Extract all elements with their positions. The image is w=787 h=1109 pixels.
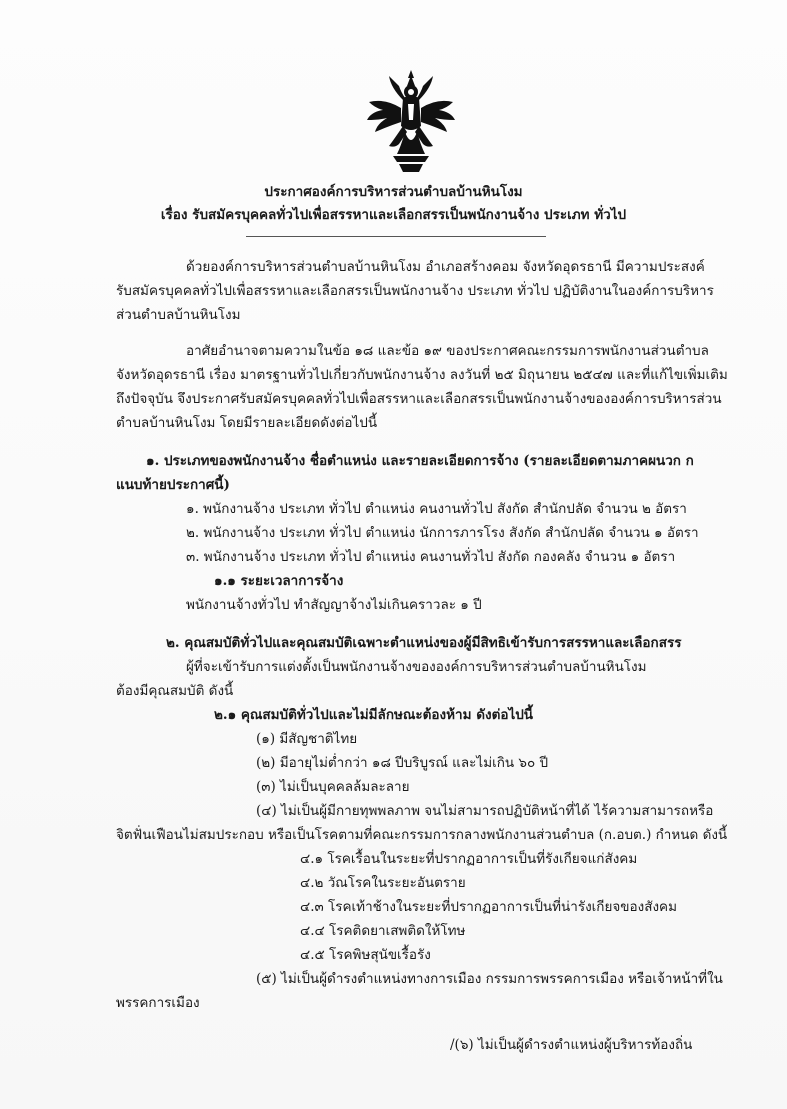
disease-item-1: ๔.๑ โรคเรื้อนในระยะที่ปรากฏอาการเป็นที่รังเกียจแก่สังคม: [300, 851, 638, 867]
section2-text-2: ต้องมีคุณสมบัติ ดังนี้: [116, 683, 234, 699]
disease-item-3: ๔.๓ โรคเท้าช้างในระยะที่ปรากฏอาการเป็นที่น่ารังเกียจของสังคม: [300, 899, 677, 915]
position-item-1: ๑. พนักงานจ้าง ประเภท ทั่วไป ตำแหน่ง คนงานทั่วไป สังกัด สำนักปลัด จำนวน ๒ อัตรา: [186, 501, 687, 517]
qualifications-heading: ๒.๑ คุณสมบัติทั่วไปและไม่มีลักษณะต้องห้าม ดังต่อไปนี้: [214, 707, 534, 723]
header-divider: [246, 236, 546, 237]
disease-item-2: ๔.๒ วัณโรคในระยะอันตราย: [300, 875, 466, 891]
intro-line-3: ส่วนตำบลบ้านหินโงม: [116, 307, 241, 323]
employment-period-heading: ๑.๑ ระยะเวลาการจ้าง: [214, 573, 344, 589]
disease-item-5: ๔.๕ โรคพิษสุนัขเรื้อรัง: [300, 947, 431, 963]
position-item-3: ๓. พนักงานจ้าง ประเภท ทั่วไป ตำแหน่ง คนงานทั่วไป สังกัด กองคลัง จำนวน ๑ อัตรา: [186, 549, 676, 565]
qualification-item-1: (๑) มีสัญชาติไทย: [256, 731, 358, 747]
qualification-item-3: (๓) ไม่เป็นบุคคลล้มละลาย: [256, 779, 410, 795]
employment-period-text: พนักงานจ้างทั่วไป ทำสัญญาจ้างไม่เกินคราวละ ๑ ปี: [186, 597, 482, 613]
authority-line-2: จังหวัดอุดรธานี เรื่อง มาตรฐานทั่วไปเกี่ยวกับพนักงานจ้าง ลงวันที่ ๒๕ มิถุนายน ๒๕๔๗ และที่แก้ไขเพิ่มเติม: [116, 367, 728, 383]
section1-heading: ๑. ประเภทของพนักงานจ้าง ชื่อตำแหน่ง และรายละเอียดการจ้าง (รายละเอียดตามภาคผนวก ก: [146, 453, 694, 469]
garuda-emblem: [365, 68, 457, 176]
disease-item-4: ๔.๔ โรคติดยาเสพติดให้โทษ: [300, 923, 466, 939]
authority-line-4: ตำบลบ้านหินโงม โดยมีรายละเอียดดังต่อไปนี้: [116, 415, 378, 431]
authority-line-1: อาศัยอำนาจตามความในข้อ ๑๘ และข้อ ๑๙ ของประกาศคณะกรรมการพนักงานส่วนตำบล: [186, 343, 709, 359]
qualification-item-5: (๕) ไม่เป็นผู้ดำรงตำแหน่งทางการเมือง กรรมการพรรคการเมือง หรือเจ้าหน้าที่ใน: [256, 971, 723, 987]
qualification-item-4-cont: จิตฟั่นเฟือนไม่สมประกอบ หรือเป็นโรคตามที่คณะกรรมการกลางพนักงานส่วนตำบล (ก.อบต.) กำหนด ดังนี้: [116, 827, 728, 843]
section1-heading-cont: แนบท้ายประกาศนี้): [116, 477, 230, 493]
section2-text-1: ผู้ที่จะเข้ารับการแต่งตั้งเป็นพนักงานจ้างขององค์การบริหารส่วนตำบลบ้านหินโงม: [186, 659, 647, 675]
announcement-title: ประกาศองค์การบริหารส่วนตำบลบ้านหินโงม: [264, 184, 523, 200]
qualification-item-2: (๒) มีอายุไม่ต่ำกว่า ๑๘ ปีบริบูรณ์ และไม่เกิน ๖๐ ปี: [256, 755, 549, 771]
page-continuation: /(๖) ไม่เป็นผู้ดำรงตำแหน่งผู้บริหารท้องถิ่น: [450, 1037, 693, 1053]
intro-line-2: รับสมัครบุคคลทั่วไปเพื่อสรรหาและเลือกสรรเป็นพนักงานจ้าง ประเภท ทั่วไป ปฏิบัติงานในองค์การบริหาร: [116, 283, 714, 299]
position-item-2: ๒. พนักงานจ้าง ประเภท ทั่วไป ตำแหน่ง นักการภารโรง สังกัด สำนักปลัด จำนวน ๑ อัตรา: [186, 525, 699, 541]
authority-line-3: ถึงปัจจุบัน จึงประกาศรับสมัครบุคคลทั่วไปเพื่อสรรหาและเลือกสรรเป็นพนักงานจ้างขององค์การบริหารส่วน: [116, 391, 722, 407]
section2-heading: ๒. คุณสมบัติทั่วไปและคุณสมบัติเฉพาะตำแหน่งของผู้มีสิทธิเข้ารับการสรรหาและเลือกสรร: [166, 635, 682, 651]
announcement-subject: เรื่อง รับสมัครบุคคลทั่วไปเพื่อสรรหาและเลือกสรรเป็นพนักงานจ้าง ประเภท ทั่วไป: [160, 207, 627, 223]
qualification-item-5-cont: พรรคการเมือง: [116, 995, 200, 1011]
qualification-item-4: (๔) ไม่เป็นผู้มีกายทุพพลภาพ จนไม่สามารถปฏิบัติหน้าที่ได้ ไร้ความสามารถหรือ: [256, 803, 714, 819]
intro-line-1: ด้วยองค์การบริหารส่วนตำบลบ้านหินโงม อำเภอสร้างคอม จังหวัดอุดรธานี มีความประสงค์: [186, 259, 705, 275]
